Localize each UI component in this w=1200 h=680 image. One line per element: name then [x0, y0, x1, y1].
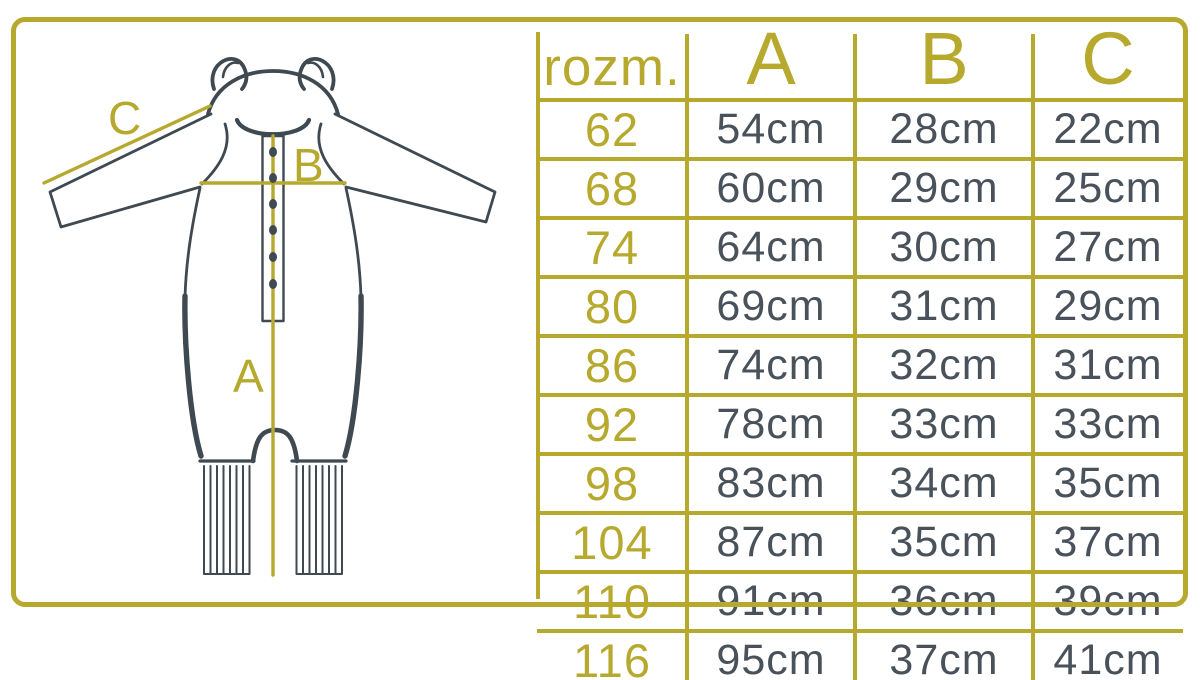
- button-dot: [269, 252, 277, 262]
- measurement-c-cell: 25cm: [1033, 161, 1183, 216]
- right-body-line-thick: [345, 296, 361, 456]
- header-col-a: A: [687, 22, 855, 98]
- measurement-c-cell: 33cm: [1033, 397, 1183, 452]
- button-dot: [269, 173, 277, 183]
- label-b: B: [293, 139, 324, 191]
- neckline: [237, 120, 309, 134]
- left-body-line: [185, 188, 200, 298]
- measurement-b-cell: 30cm: [855, 220, 1033, 275]
- measurement-c-cell: 39cm: [1033, 574, 1183, 629]
- measurement-a-cell: 74cm: [687, 338, 855, 393]
- measurement-a-cell: 78cm: [687, 397, 855, 452]
- crotch-arch: [253, 430, 297, 461]
- measurement-c-cell: 29cm: [1033, 279, 1183, 334]
- measurement-a-cell: 87cm: [687, 515, 855, 570]
- measurement-b-cell: 34cm: [855, 456, 1033, 511]
- left-cuff-ribs: [204, 466, 250, 574]
- table-row: [537, 574, 1183, 633]
- measurement-a-cell: 95cm: [687, 633, 855, 680]
- size-cell: 98: [584, 457, 640, 510]
- measurement-c-cell: 37cm: [1033, 515, 1183, 570]
- size-cell: 74: [584, 221, 640, 274]
- measurement-a-cell: 60cm: [687, 161, 855, 216]
- measurement-a-cell: 83cm: [687, 456, 855, 511]
- measurement-c-cell: 41cm: [1033, 633, 1183, 680]
- size-cell: 104: [571, 516, 653, 569]
- button-dot: [269, 279, 277, 289]
- table-header-row: [537, 17, 1183, 102]
- measurement-b-cell: 35cm: [855, 515, 1033, 570]
- measurement-a-cell: 69cm: [687, 279, 855, 334]
- table-row: [537, 220, 1183, 279]
- left-raglan-seam: [202, 124, 227, 184]
- hood-outline: [208, 71, 338, 114]
- measurement-b-cell: 29cm: [855, 161, 1033, 216]
- measurement-b-cell: 31cm: [855, 279, 1033, 334]
- table-row: [537, 633, 1183, 680]
- header-col-b: B: [855, 22, 1033, 98]
- size-cell: 62: [584, 103, 640, 156]
- button-dot: [269, 225, 277, 235]
- measurement-b-cell: 37cm: [855, 633, 1033, 680]
- measurement-b-cell: 28cm: [855, 102, 1033, 157]
- size-cell: 86: [584, 339, 640, 392]
- measurement-a-cell: 54cm: [687, 102, 855, 157]
- table-row: [537, 456, 1183, 515]
- table-row: [537, 279, 1183, 338]
- measurement-c-cell: 31cm: [1033, 338, 1183, 393]
- left-ear-inner-icon: [223, 63, 238, 77]
- table-row: [537, 397, 1183, 456]
- right-cuff-ribs: [297, 466, 343, 574]
- measurement-b-cell: 36cm: [855, 574, 1033, 629]
- right-ear-inner-icon: [308, 63, 323, 77]
- size-cell: 110: [573, 575, 651, 628]
- measurement-b-cell: 33cm: [855, 397, 1033, 452]
- measurement-c-cell: 35cm: [1033, 456, 1183, 511]
- measurement-a-cell: 91cm: [687, 574, 855, 629]
- measurement-c-cell: 22cm: [1033, 102, 1183, 157]
- right-sleeve: [335, 114, 495, 222]
- button-dot: [269, 147, 277, 157]
- left-body-line-thick: [185, 296, 201, 456]
- header-col-c: C: [1033, 22, 1183, 98]
- size-cell: 68: [584, 162, 640, 215]
- table-row: [537, 338, 1183, 397]
- measurement-a-cell: 64cm: [687, 220, 855, 275]
- label-a: A: [233, 350, 264, 402]
- size-cell: 92: [584, 398, 640, 451]
- table-row: [537, 515, 1183, 574]
- measurement-c-cell: 27cm: [1033, 220, 1183, 275]
- size-cell: 80: [584, 280, 640, 333]
- header-size-label: rozm.: [543, 38, 681, 97]
- size-cell: 116: [573, 634, 651, 680]
- measurement-b-cell: 32cm: [855, 338, 1033, 393]
- right-body-line: [346, 188, 361, 298]
- size-table: [537, 17, 1183, 680]
- table-row: [537, 102, 1183, 161]
- label-c: C: [108, 92, 142, 144]
- table-row: [537, 161, 1183, 220]
- button-dot: [269, 199, 277, 209]
